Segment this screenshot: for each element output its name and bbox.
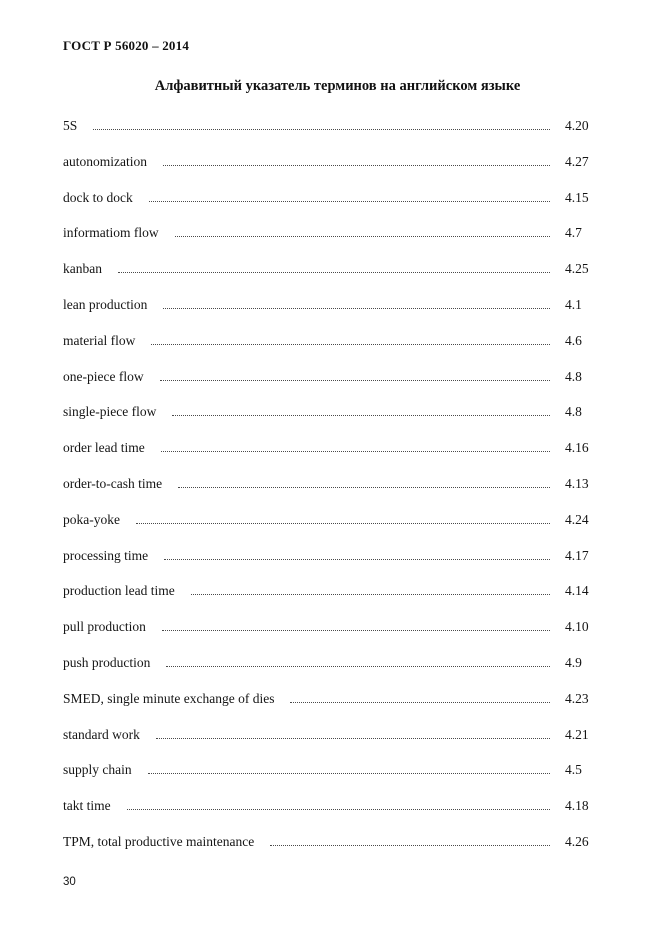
dot-leader bbox=[270, 840, 550, 846]
clause-reference: 4.20 bbox=[565, 118, 589, 133]
clause-reference: 4.17 bbox=[565, 547, 589, 563]
term-label: dock to dock bbox=[63, 189, 133, 205]
index-entry-row bbox=[63, 144, 612, 180]
index-entry-row bbox=[63, 645, 612, 681]
term-label: 5S bbox=[63, 118, 78, 133]
index-entry-row bbox=[63, 788, 612, 824]
index-title: Алфавитный указатель терминов на английском языке bbox=[154, 78, 521, 94]
dot-leader bbox=[163, 160, 550, 166]
clause-reference: 4.7 bbox=[565, 225, 582, 241]
index-entry-row bbox=[63, 108, 612, 144]
term-label: poka-yoke bbox=[63, 511, 120, 527]
dot-leader bbox=[290, 697, 550, 703]
dot-leader bbox=[191, 589, 550, 595]
clause-reference: 4.23 bbox=[565, 690, 589, 706]
index-entry-row bbox=[63, 323, 612, 359]
term-label: supply chain bbox=[63, 762, 132, 778]
term-label: order-to-cash time bbox=[63, 475, 163, 491]
term-label: informatiom flow bbox=[63, 225, 159, 241]
index-entry-row bbox=[63, 573, 612, 609]
term-label: takt time bbox=[63, 798, 111, 814]
clause-reference: 4.8 bbox=[565, 404, 582, 420]
term-label: standard work bbox=[63, 726, 140, 742]
clause-reference: 4.1 bbox=[565, 296, 582, 312]
dot-leader bbox=[149, 196, 550, 202]
term-label: single-piece flow bbox=[63, 404, 157, 420]
document-standard-number: ГОСТ Р 56020 – 2014 bbox=[63, 38, 190, 53]
index-entry-row bbox=[63, 180, 612, 216]
index-entry-row bbox=[63, 466, 612, 502]
index-entry-row bbox=[63, 824, 612, 860]
page-number: 30 bbox=[63, 875, 76, 888]
clause-reference: 4.10 bbox=[565, 619, 589, 635]
term-label: one-piece flow bbox=[63, 368, 144, 384]
index-entry-row bbox=[63, 430, 612, 466]
term-label: production lead time bbox=[63, 583, 175, 599]
clause-reference: 4.6 bbox=[565, 332, 582, 348]
alphabetical-index-list bbox=[63, 108, 612, 860]
term-label: kanban bbox=[63, 261, 102, 277]
dot-leader bbox=[166, 661, 550, 667]
term-label: lean production bbox=[63, 296, 148, 312]
dot-leader bbox=[127, 804, 550, 810]
clause-reference: 4.9 bbox=[565, 654, 582, 670]
clause-reference: 4.25 bbox=[565, 261, 589, 277]
clause-reference: 4.27 bbox=[565, 153, 589, 169]
index-entry-row bbox=[63, 394, 612, 430]
term-label: SMED, single minute exchange of dies bbox=[63, 690, 275, 706]
dot-leader bbox=[161, 446, 550, 452]
dot-leader bbox=[164, 554, 550, 560]
index-entry-row bbox=[63, 538, 612, 574]
index-entry-row bbox=[63, 609, 612, 645]
clause-reference: 4.26 bbox=[565, 833, 589, 849]
index-entry-row bbox=[63, 681, 612, 717]
clause-reference: 4.16 bbox=[565, 440, 589, 456]
index-entry-row bbox=[63, 215, 612, 251]
dot-leader bbox=[151, 339, 550, 345]
dot-leader bbox=[178, 482, 550, 488]
dot-leader bbox=[175, 231, 550, 237]
clause-reference: 4.14 bbox=[565, 583, 589, 599]
clause-reference: 4.18 bbox=[565, 798, 589, 814]
clause-reference: 4.21 bbox=[565, 726, 589, 742]
clause-reference: 4.5 bbox=[565, 762, 582, 778]
clause-reference: 4.15 bbox=[565, 189, 589, 205]
index-entry-row bbox=[63, 251, 612, 287]
term-label: material flow bbox=[63, 332, 136, 348]
clause-reference: 4.24 bbox=[565, 511, 589, 527]
dot-leader bbox=[148, 768, 550, 774]
index-entry-row bbox=[63, 359, 612, 395]
term-label: pull production bbox=[63, 619, 146, 635]
term-label: order lead time bbox=[63, 440, 145, 456]
term-label: push production bbox=[63, 654, 151, 670]
clause-reference: 4.13 bbox=[565, 475, 589, 491]
index-entry-row bbox=[63, 287, 612, 323]
term-label: processing time bbox=[63, 547, 149, 563]
dot-leader bbox=[118, 267, 550, 273]
dot-leader bbox=[160, 375, 550, 381]
clause-reference: 4.8 bbox=[565, 368, 582, 384]
index-entry-row bbox=[63, 717, 612, 753]
term-label: autonomization bbox=[63, 153, 147, 169]
dot-leader bbox=[163, 303, 550, 309]
dot-leader bbox=[93, 124, 550, 130]
dot-leader bbox=[162, 625, 550, 631]
index-entry-row bbox=[63, 752, 612, 788]
dot-leader bbox=[136, 518, 550, 524]
dot-leader bbox=[172, 410, 550, 416]
index-entry-row bbox=[63, 502, 612, 538]
term-label: TPM, total productive maintenance bbox=[63, 833, 255, 849]
dot-leader bbox=[156, 733, 550, 739]
